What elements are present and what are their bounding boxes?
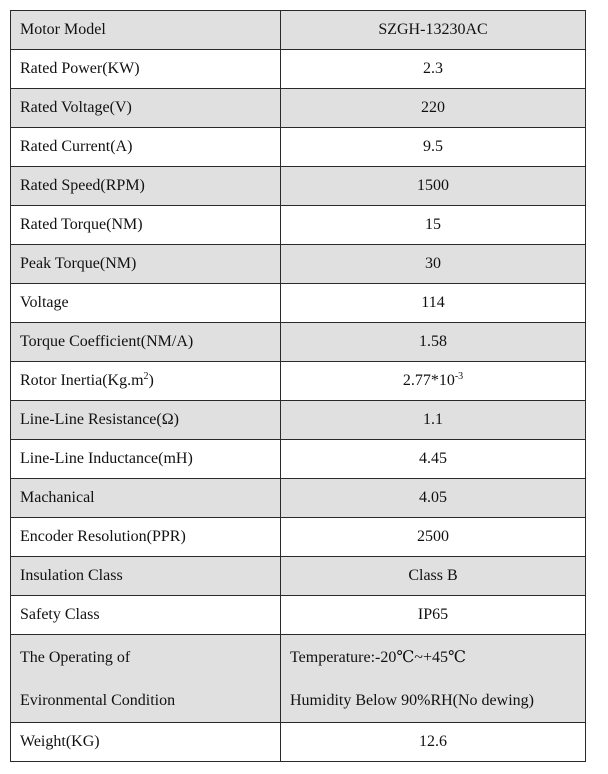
- spec-label-text-end: ): [148, 372, 154, 389]
- table-row: [11, 89, 586, 128]
- spec-label: Peak Torque(NM): [11, 245, 281, 284]
- spec-value: 114: [281, 284, 586, 323]
- spec-value: 4.45: [281, 440, 586, 479]
- table-row: [11, 440, 586, 479]
- superscript: 2: [143, 371, 149, 382]
- spec-label: Insulation Class: [11, 557, 281, 596]
- spec-label: Torque Coefficient(NM/A): [11, 323, 281, 362]
- table-row: [11, 362, 586, 401]
- spec-label: Rated Voltage(V): [11, 89, 281, 128]
- spec-label: Machanical: [11, 479, 281, 518]
- table-row: [11, 167, 586, 206]
- spec-value: 1500: [281, 167, 586, 206]
- spec-value: 1.1: [281, 401, 586, 440]
- superscript: -3: [454, 371, 464, 382]
- spec-value: 9.5: [281, 128, 586, 167]
- spec-value: SZGH-13230AC: [281, 11, 586, 50]
- spec-label: Rated Speed(RPM): [11, 167, 281, 206]
- spec-label: Line-Line Resistance(Ω): [11, 401, 281, 440]
- spec-label: Rated Power(KW): [11, 50, 281, 89]
- spec-label-environment: [11, 635, 281, 723]
- spec-label: Safety Class: [11, 596, 281, 635]
- spec-value-line: Temperature:-20℃~+45℃: [290, 648, 466, 666]
- spec-value: Class B: [281, 557, 586, 596]
- spec-value-text: 2.77*10: [402, 372, 455, 389]
- table-row: [11, 596, 586, 635]
- table-row: [11, 323, 586, 362]
- spec-value-line: Humidity Below 90%RH(No dewing): [290, 691, 534, 709]
- table-row: [11, 723, 586, 762]
- spec-label: Encoder Resolution(PPR): [11, 518, 281, 557]
- spec-value: 30: [281, 245, 586, 284]
- spec-label-text: Rotor Inertia(Kg.m: [20, 372, 144, 389]
- table-row: [11, 479, 586, 518]
- spec-value: 12.6: [281, 723, 586, 762]
- table-row: [11, 11, 586, 50]
- spec-value: 4.05: [281, 479, 586, 518]
- spec-value: 220: [281, 89, 586, 128]
- motor-spec-table: [10, 10, 586, 762]
- table-row: [11, 128, 586, 167]
- spec-label: Rated Current(A): [11, 128, 281, 167]
- spec-label: Line-Line Inductance(mH): [11, 440, 281, 479]
- spec-label-rotor-inertia: [11, 362, 281, 401]
- table-row: [11, 245, 586, 284]
- spec-value: IP65: [281, 596, 586, 635]
- table-row: [11, 557, 586, 596]
- spec-label-line: Evironmental Condition: [20, 691, 176, 709]
- spec-label-line: The Operating of: [20, 648, 131, 666]
- table-row: [11, 284, 586, 323]
- spec-value: 1.58: [281, 323, 586, 362]
- spec-label: Voltage: [11, 284, 281, 323]
- spec-value: 15: [281, 206, 586, 245]
- table-row: [11, 206, 586, 245]
- spec-label: Weight(KG): [11, 723, 281, 762]
- spec-value: 2500: [281, 518, 586, 557]
- spec-value-environment: [281, 635, 586, 723]
- table-row: [11, 50, 586, 89]
- spec-value: 2.3: [281, 50, 586, 89]
- spec-value-rotor-inertia: [281, 362, 586, 401]
- spec-label: Rated Torque(NM): [11, 206, 281, 245]
- table-row: [11, 401, 586, 440]
- table-row-environment: [11, 635, 586, 723]
- table-row: [11, 518, 586, 557]
- spec-label: Motor Model: [11, 11, 281, 50]
